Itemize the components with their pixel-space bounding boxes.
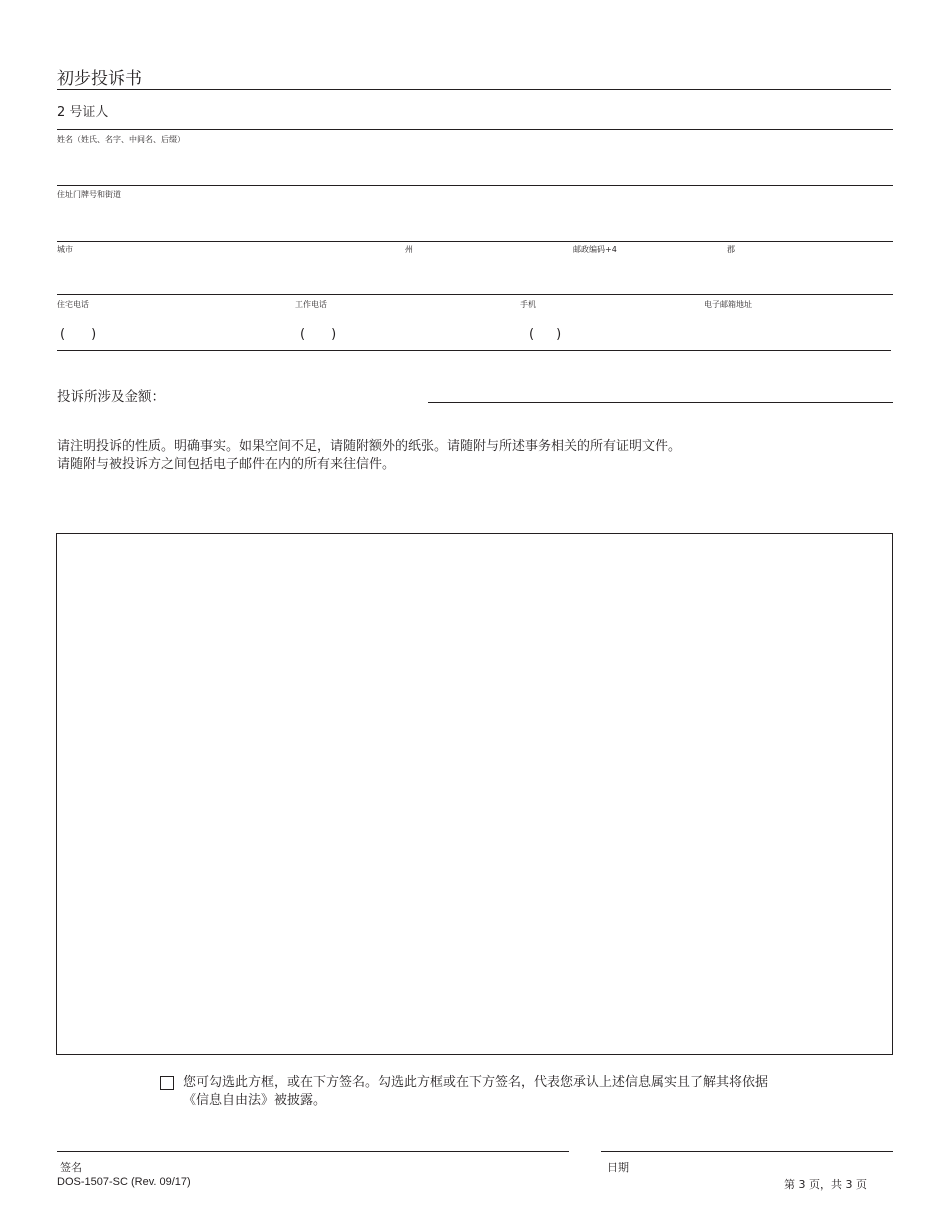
name-field[interactable]	[57, 145, 893, 185]
home-phone-area-code[interactable]	[60, 327, 96, 342]
paren-close: )	[91, 327, 97, 342]
acknowledgement-line-2: 《信息自由法》被披露。	[183, 1093, 327, 1108]
form-id: DOS-1507-SC (Rev. 09/17)	[57, 1176, 191, 1188]
name-label: 姓名（姓氏、名字、中间名、后缀）	[57, 135, 185, 144]
address-rule	[57, 294, 893, 295]
name-rule	[57, 185, 893, 186]
acknowledgement-line-1: 您可勾选此方框，或在下方签名。勾选此方框或在下方签名，代表您承认上述信息属实且了解其将依据	[183, 1075, 769, 1090]
paren-open: (	[300, 327, 306, 342]
complaint-text-box[interactable]	[56, 533, 893, 1055]
mobile-field[interactable]	[575, 311, 695, 349]
county-field[interactable]	[727, 255, 891, 294]
city-label: 城市	[57, 245, 73, 254]
street-label: 住址门牌号和街道	[57, 190, 121, 199]
instructions-line-2: 请随附与被投诉方之间包括电子邮件在内的所有来往信件。	[57, 457, 396, 472]
county-label: 郡	[727, 245, 735, 254]
paren-open: (	[529, 327, 535, 342]
amount-field[interactable]	[428, 380, 893, 402]
date-rule	[601, 1151, 893, 1152]
title-rule	[57, 89, 891, 90]
street-field[interactable]	[57, 200, 893, 241]
email-field[interactable]	[704, 311, 891, 349]
home-phone-field[interactable]	[110, 311, 285, 349]
email-label: 电子邮箱地址	[704, 300, 752, 309]
instructions	[57, 438, 681, 474]
acknowledgement-text	[183, 1074, 768, 1110]
section-title: 2 号证人	[57, 105, 109, 120]
state-field[interactable]	[405, 255, 565, 294]
page-number: 第 3 页，共 3 页	[784, 1178, 867, 1191]
zip-label: 邮政编码+4	[573, 245, 617, 254]
amount-rule	[428, 402, 893, 403]
street-rule	[57, 241, 893, 242]
acknowledgement-checkbox[interactable]	[160, 1076, 174, 1090]
phone-rule	[57, 350, 891, 351]
work-phone-field[interactable]	[350, 311, 510, 349]
work-phone-label: 工作电话	[295, 300, 327, 309]
home-phone-label: 住宅电话	[57, 300, 89, 309]
signature-rule	[57, 1151, 569, 1152]
date-field[interactable]	[601, 1128, 893, 1151]
paren-open: (	[60, 327, 66, 342]
mobile-area-code[interactable]	[529, 327, 561, 342]
amount-label: 投诉所涉及金额：	[57, 389, 165, 405]
work-phone-area-code[interactable]	[300, 327, 336, 342]
section-rule	[57, 129, 893, 130]
signature-field[interactable]	[57, 1128, 569, 1151]
signature-label: 签名	[60, 1161, 82, 1174]
city-field[interactable]	[57, 255, 397, 294]
mobile-label: 手机	[520, 300, 536, 309]
state-label: 州	[405, 245, 413, 254]
instructions-line-1: 请注明投诉的性质。明确事实。如果空间不足，请随附额外的纸张。请随附与所述事务相关的所有证明文件。	[57, 439, 682, 454]
paren-close: )	[331, 327, 337, 342]
form-title: 初步投诉书	[57, 69, 142, 89]
paren-close: )	[556, 327, 562, 342]
zip-field[interactable]	[573, 255, 721, 294]
date-label: 日期	[607, 1161, 629, 1174]
